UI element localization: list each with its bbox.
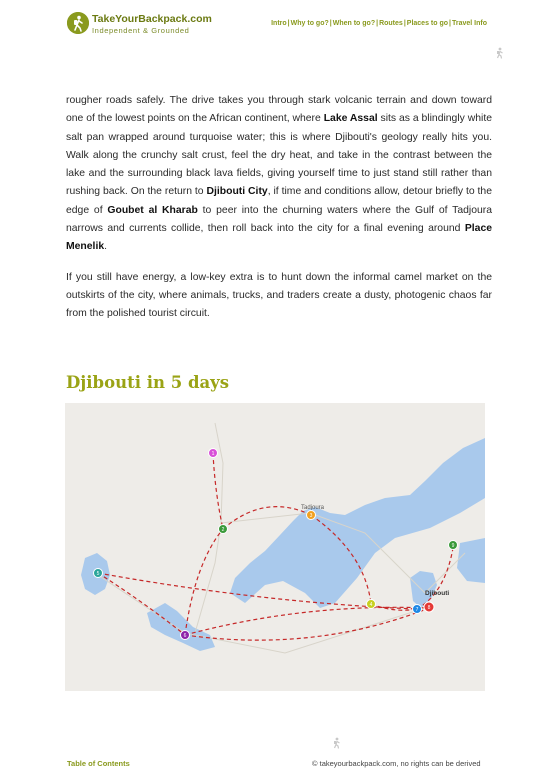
nav-places-to-go[interactable]: Places to go	[406, 20, 449, 27]
text-run: .	[104, 241, 108, 253]
top-navigation	[271, 20, 487, 27]
stop-label: 9	[451, 543, 455, 549]
place-djibouti-city: Djibouti City	[206, 186, 268, 198]
nav-separator: |	[403, 20, 406, 27]
nav-intro[interactable]: Intro	[271, 20, 287, 27]
stop-label: 3	[309, 513, 313, 519]
text-run: , if time and conditions allow, detour briefly to the edge of	[66, 186, 492, 216]
stop-label: 6	[183, 633, 187, 639]
stop-marker-3[interactable]	[307, 511, 316, 520]
map-label-djibouti: Djibouti	[425, 590, 450, 597]
stop-marker-1[interactable]	[209, 449, 218, 458]
nav-separator: |	[376, 20, 379, 27]
nav-separator: |	[329, 20, 332, 27]
route-map[interactable]	[65, 403, 485, 691]
place-lake-assal: Lake Assal	[323, 113, 378, 125]
copyright-notice: © takeyourbackpack.com, no rights can be derived	[312, 759, 481, 768]
stop-marker-9[interactable]	[449, 541, 458, 550]
stop-label: 7	[415, 607, 419, 613]
stop-marker-8[interactable]	[424, 602, 434, 612]
text-run: sits as a blindingly white salt pan wrapped around turquoise water; this is where Djibouti's geology really hits you. Walk along the crunchy salt crust, feel the dry heat, and take in the contrast between the lake and the surrounding black lava fields, giving yourself time to just stand still rather than rushing back. On the return to	[66, 113, 492, 198]
text-run: to peer into the churning waters where the Gulf of Tadjoura narrows and currents collide, then roll back into the city for a final evening around	[66, 204, 493, 235]
stop-marker-7[interactable]	[413, 605, 422, 614]
hiker-icon	[495, 47, 505, 62]
place-goubet-al-kharab: Goubet al Kharab	[107, 204, 198, 216]
brand-name[interactable]: TakeYourBackpack.com	[92, 13, 212, 25]
nav-separator: |	[449, 20, 451, 27]
text-run: rougher roads safely. The drive takes you through stark volcanic terrain and down toward one of the lowest points on the African continent, where	[66, 95, 492, 125]
hiker-icon	[332, 737, 342, 752]
stop-marker-5[interactable]	[94, 569, 103, 578]
stop-label: 8	[427, 605, 431, 611]
nav-travel-info[interactable]: Travel Info	[451, 20, 487, 27]
stop-label: 4	[369, 602, 373, 608]
nav-separator: |	[287, 20, 290, 27]
stop-marker-4[interactable]	[367, 600, 376, 609]
article-body	[66, 92, 492, 336]
backpacker-logo-icon[interactable]	[67, 12, 89, 34]
stop-marker-6[interactable]	[181, 631, 190, 640]
stop-marker-2[interactable]	[219, 525, 228, 534]
page-header	[0, 0, 550, 52]
nav-when-to-go[interactable]: When to go?	[332, 20, 376, 27]
nav-why-to-go[interactable]: Why to go?	[290, 20, 329, 27]
place-menelik: Place Menelik	[66, 223, 492, 253]
stop-label: 2	[221, 527, 225, 533]
paragraph-camel-market: If you still have energy, a low-key extra is to hunt down the informal camel market on the outskirts of the city, where animals, trucks, and traders create a dusty, photogenic chaos far from the polished tourist circuit.	[66, 271, 492, 320]
paragraph-lake-assal	[66, 92, 492, 257]
section-title: Djibouti in 5 days	[66, 373, 230, 392]
nav-routes[interactable]: Routes	[379, 20, 403, 27]
stop-label: 1	[211, 451, 215, 457]
stop-label: 5	[96, 571, 100, 577]
map-label-tadjoura: Tadjoura	[301, 505, 325, 511]
brand-tagline: Independent & Grounded	[92, 26, 190, 35]
table-of-contents-link[interactable]: Table of Contents	[67, 759, 130, 768]
